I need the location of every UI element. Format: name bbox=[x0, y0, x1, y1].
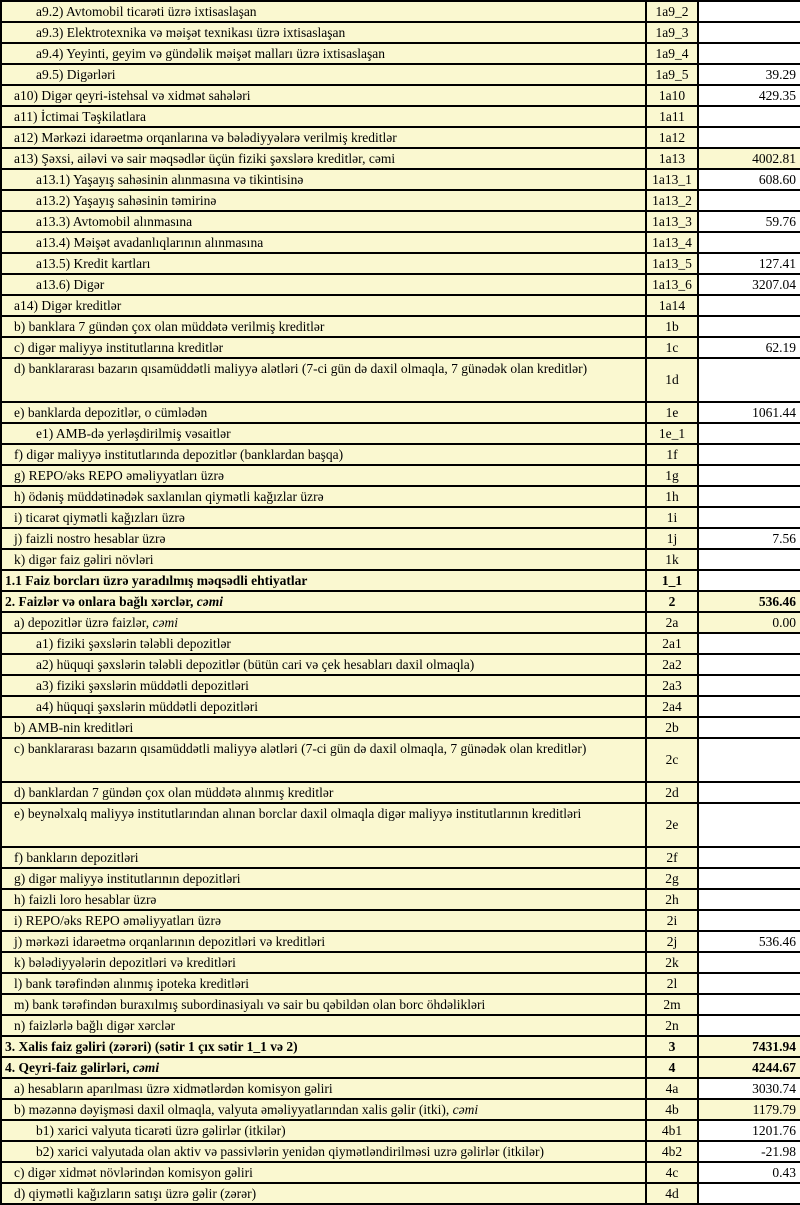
row-label: k) digər faiz gəliri növləri bbox=[14, 551, 154, 567]
table-row bbox=[1, 85, 800, 106]
table-row bbox=[1, 253, 800, 274]
row-label: a13.5) Kredit kartları bbox=[36, 255, 151, 271]
row-code-cell: 1a10 bbox=[646, 85, 698, 106]
table-row bbox=[1, 782, 800, 803]
row-label: l) bank tərəfindən alınmış ipoteka kreditləri bbox=[14, 975, 250, 991]
row-value-cell[interactable] bbox=[698, 696, 800, 717]
row-value-cell[interactable] bbox=[698, 232, 800, 253]
row-label-cell bbox=[1, 803, 646, 847]
row-label: b) AMB-nin kreditləri bbox=[14, 719, 134, 735]
table-row bbox=[1, 654, 800, 675]
row-label-cell bbox=[1, 1162, 646, 1183]
row-label-cell bbox=[1, 1057, 646, 1078]
row-value-cell[interactable] bbox=[698, 316, 800, 337]
row-value-cell[interactable]: 3030.74 bbox=[698, 1078, 800, 1099]
row-label: a9.5) Digərləri bbox=[36, 66, 116, 82]
row-value-cell[interactable] bbox=[698, 803, 800, 847]
row-label: a13.4) Məişət avadanlıqlarının alınmasına bbox=[36, 234, 264, 250]
row-code-cell: 1_1 bbox=[646, 570, 698, 591]
row-value-cell[interactable]: 127.41 bbox=[698, 253, 800, 274]
row-label: d) banklardan 7 gündən çox olan müddətə alınmış kreditlər bbox=[14, 784, 334, 800]
row-value-cell[interactable]: 7.56 bbox=[698, 528, 800, 549]
row-code-cell: 4b2 bbox=[646, 1141, 698, 1162]
row-label: d) banklararası bazarın qısamüddətli maliyyə alətləri (7-ci gün də daxil olmaqla, 7 günədək olan kreditlər) bbox=[14, 361, 588, 376]
row-code-cell: 1i bbox=[646, 507, 698, 528]
row-value-cell[interactable]: 1179.79 bbox=[698, 1099, 800, 1120]
row-value-cell[interactable]: 4002.81 bbox=[698, 148, 800, 169]
table-row bbox=[1, 465, 800, 486]
row-code-cell: 1e_1 bbox=[646, 423, 698, 444]
row-label-cell bbox=[1, 190, 646, 211]
table-row bbox=[1, 612, 800, 633]
row-label-cell bbox=[1, 1, 646, 22]
row-label: g) digər maliyyə institutlarının depozitləri bbox=[14, 870, 241, 886]
row-label-cell bbox=[1, 570, 646, 591]
row-value-cell[interactable] bbox=[698, 1, 800, 22]
row-label: j) faizli nostro hesablar üzrə bbox=[14, 530, 166, 546]
row-value-cell[interactable]: -21.98 bbox=[698, 1141, 800, 1162]
table-row bbox=[1, 994, 800, 1015]
row-code-cell: 3 bbox=[646, 1036, 698, 1057]
row-code-cell: 1a13_1 bbox=[646, 169, 698, 190]
row-code-cell: 2 bbox=[646, 591, 698, 612]
row-value-cell[interactable] bbox=[698, 889, 800, 910]
row-label: i) ticarət qiymətli kağızları üzrə bbox=[14, 509, 185, 525]
row-label-cell bbox=[1, 169, 646, 190]
row-value-cell[interactable] bbox=[698, 633, 800, 654]
row-value-cell[interactable]: 3207.04 bbox=[698, 274, 800, 295]
table-row bbox=[1, 64, 800, 85]
table-row bbox=[1, 738, 800, 782]
table-row bbox=[1, 952, 800, 973]
row-label-cell bbox=[1, 127, 646, 148]
row-label: f) digər maliyyə institutlarında depozitlər (banklardan başqa) bbox=[14, 446, 344, 462]
row-value-cell[interactable]: 39.29 bbox=[698, 64, 800, 85]
row-label: k) bələdiyyələrin depozitləri və kreditləri bbox=[14, 954, 236, 970]
row-label: f) bankların depozitləri bbox=[14, 849, 139, 865]
row-code-cell: 2c bbox=[646, 738, 698, 782]
row-label-cell bbox=[1, 444, 646, 465]
row-label: a10) Digər qeyri-istehsal və xidmət sahələri bbox=[14, 87, 251, 103]
row-value-cell[interactable] bbox=[698, 994, 800, 1015]
table-row bbox=[1, 232, 800, 253]
table-row bbox=[1, 803, 800, 847]
row-label: a13) Şəxsi, ailəvi və sair məqsədlər üçün fiziki şəxslərə kreditlər, cəmi bbox=[14, 150, 396, 166]
row-label: b2) xarici valyutada olan aktiv və passivlərin yenidən qiymətləndirilməsi uzrə gəlirlər (itkilər) bbox=[36, 1143, 544, 1159]
table-row bbox=[1, 1015, 800, 1036]
row-value-cell[interactable] bbox=[698, 423, 800, 444]
row-code-cell: 1b bbox=[646, 316, 698, 337]
table-row bbox=[1, 423, 800, 444]
table-row bbox=[1, 274, 800, 295]
row-code-cell: 1a14 bbox=[646, 295, 698, 316]
row-label: a13.3) Avtomobil alınmasına bbox=[36, 213, 193, 229]
table-row bbox=[1, 633, 800, 654]
row-label-cell bbox=[1, 675, 646, 696]
table-row bbox=[1, 1078, 800, 1099]
row-label: a12) Mərkəzi idarəetmə orqanlarına və bələdiyyələrə verilmiş kreditlər bbox=[14, 129, 397, 145]
table-row bbox=[1, 127, 800, 148]
table-row bbox=[1, 358, 800, 402]
row-label-cell bbox=[1, 358, 646, 402]
row-label: m) bank tərəfindən buraxılmış subordinasiyalı və sair bu qəbildən olan borc öhdəlikləri bbox=[14, 996, 486, 1012]
row-label: g) REPO/əks REPO əməliyyatları üzrə bbox=[14, 467, 224, 483]
table-row bbox=[1, 1036, 800, 1057]
row-code-cell: 4b1 bbox=[646, 1120, 698, 1141]
row-label-cell bbox=[1, 782, 646, 803]
row-code-cell: 1a11 bbox=[646, 106, 698, 127]
table-row bbox=[1, 717, 800, 738]
row-code-cell: 4a bbox=[646, 1078, 698, 1099]
row-label-italic-suffix: cəmi bbox=[152, 614, 178, 630]
table-row bbox=[1, 1, 800, 22]
row-code-cell: 2i bbox=[646, 910, 698, 931]
row-code-cell: 2a2 bbox=[646, 654, 698, 675]
row-label-cell bbox=[1, 85, 646, 106]
table-row bbox=[1, 931, 800, 952]
row-label-cell bbox=[1, 654, 646, 675]
row-label-cell bbox=[1, 528, 646, 549]
row-value-cell[interactable] bbox=[698, 22, 800, 43]
row-code-cell: 1j bbox=[646, 528, 698, 549]
row-label-cell bbox=[1, 1183, 646, 1204]
row-code-cell: 2a3 bbox=[646, 675, 698, 696]
table-row bbox=[1, 889, 800, 910]
row-label-italic-suffix: cəmi bbox=[132, 1059, 160, 1075]
table-row bbox=[1, 43, 800, 64]
row-code-cell: 2a4 bbox=[646, 696, 698, 717]
row-label: 3. Xalis faiz gəliri (zərəri) (sətir 1 çıx sətir 1_1 və 2) bbox=[5, 1038, 298, 1054]
table-row bbox=[1, 675, 800, 696]
row-label-italic-suffix: cəmi bbox=[452, 1101, 479, 1117]
row-value-cell[interactable] bbox=[698, 675, 800, 696]
row-code-cell: 1a13 bbox=[646, 148, 698, 169]
row-label-cell bbox=[1, 64, 646, 85]
row-label: h) faizli loro hesablar üzrə bbox=[14, 891, 157, 907]
row-label-cell bbox=[1, 295, 646, 316]
row-label-cell bbox=[1, 952, 646, 973]
row-label-cell bbox=[1, 148, 646, 169]
row-value-cell[interactable] bbox=[698, 549, 800, 570]
table-row bbox=[1, 402, 800, 423]
row-code-cell: 2h bbox=[646, 889, 698, 910]
row-code-cell: 2m bbox=[646, 994, 698, 1015]
row-label: j) mərkəzi idarəetmə orqanlarının depozitləri və kreditləri bbox=[14, 933, 326, 949]
report-table-body bbox=[1, 1, 800, 1204]
row-label: a4) hüquqi şəxslərin müddətli depozitləri bbox=[36, 698, 258, 714]
row-value-cell[interactable]: 1201.76 bbox=[698, 1120, 800, 1141]
table-row bbox=[1, 973, 800, 994]
row-value-cell[interactable] bbox=[698, 717, 800, 738]
row-value-cell[interactable] bbox=[698, 654, 800, 675]
row-label-cell bbox=[1, 910, 646, 931]
row-code-cell: 1a9_3 bbox=[646, 22, 698, 43]
row-value-cell[interactable] bbox=[698, 570, 800, 591]
table-row bbox=[1, 910, 800, 931]
row-code-cell: 1f bbox=[646, 444, 698, 465]
row-code-cell: 2j bbox=[646, 931, 698, 952]
row-value-cell[interactable] bbox=[698, 106, 800, 127]
row-value-cell[interactable]: 536.46 bbox=[698, 931, 800, 952]
row-code-cell: 1a13_3 bbox=[646, 211, 698, 232]
row-label: a13.2) Yaşayış sahəsinin təmirinə bbox=[36, 192, 217, 208]
row-label-cell bbox=[1, 1015, 646, 1036]
row-label: 1.1 Faiz borcları üzrə yaradılmış məqsədli ehtiyatlar bbox=[5, 572, 308, 588]
row-value-cell[interactable] bbox=[698, 127, 800, 148]
row-label-cell bbox=[1, 507, 646, 528]
row-label: a13.6) Digər bbox=[36, 276, 105, 292]
row-value-cell[interactable]: 536.46 bbox=[698, 591, 800, 612]
row-label: h) ödəniş müddətinədək saxlanılan qiymətli kağızlar üzrə bbox=[14, 488, 324, 504]
row-code-cell: 2g bbox=[646, 868, 698, 889]
row-value-cell[interactable] bbox=[698, 910, 800, 931]
table-row bbox=[1, 211, 800, 232]
row-label: c) digər maliyyə institutlarına kreditlər bbox=[14, 339, 224, 355]
row-value-cell[interactable] bbox=[698, 507, 800, 528]
row-label-cell bbox=[1, 973, 646, 994]
row-code-cell: 4b bbox=[646, 1099, 698, 1120]
row-code-cell: 1a9_5 bbox=[646, 64, 698, 85]
row-code-cell: 2n bbox=[646, 1015, 698, 1036]
row-label-cell bbox=[1, 717, 646, 738]
row-label-cell bbox=[1, 486, 646, 507]
row-label-cell bbox=[1, 847, 646, 868]
row-label-cell bbox=[1, 1099, 646, 1120]
row-label: c) banklararası bazarın qısamüddətli maliyyə alətləri (7-ci gün də daxil olmaqla, 7 günədək olan kreditlər) bbox=[14, 741, 587, 756]
row-label-cell bbox=[1, 465, 646, 486]
row-code-cell: 2f bbox=[646, 847, 698, 868]
row-label-cell bbox=[1, 253, 646, 274]
row-code-cell: 2k bbox=[646, 952, 698, 973]
row-label: e) beynəlxalq maliyyə institutlarından alınan borclar daxil olmaqla digər maliyyə institutlarının kreditləri bbox=[14, 806, 582, 821]
table-row bbox=[1, 549, 800, 570]
row-label-cell bbox=[1, 211, 646, 232]
row-label-cell bbox=[1, 612, 646, 633]
row-value-cell[interactable]: 608.60 bbox=[698, 169, 800, 190]
row-label: a3) fiziki şəxslərin müddətli depozitləri bbox=[36, 677, 249, 693]
row-code-cell: 1a13_4 bbox=[646, 232, 698, 253]
table-row bbox=[1, 486, 800, 507]
row-label: a2) hüquqi şəxslərin tələbli depozitlər (bütün cari və çek hesabları daxil olmaqla) bbox=[36, 656, 475, 672]
row-label: 2. Faizlər və onlara bağlı xərclər, bbox=[5, 593, 197, 609]
row-value-cell[interactable] bbox=[698, 465, 800, 486]
row-label-cell bbox=[1, 1141, 646, 1162]
row-value-cell[interactable]: 4244.67 bbox=[698, 1057, 800, 1078]
row-label: a11) İctimai Təşkilatlara bbox=[14, 108, 146, 124]
row-code-cell: 1c bbox=[646, 337, 698, 358]
row-code-cell: 1d bbox=[646, 358, 698, 402]
row-value-cell[interactable] bbox=[698, 295, 800, 316]
row-label: a1) fiziki şəxslərin tələbli depozitlər bbox=[36, 635, 231, 651]
table-row bbox=[1, 22, 800, 43]
row-label: b1) xarici valyuta ticarəti üzrə gəlirlər (itkilər) bbox=[36, 1122, 286, 1138]
table-row bbox=[1, 337, 800, 358]
table-row bbox=[1, 169, 800, 190]
table-row bbox=[1, 316, 800, 337]
row-code-cell: 1g bbox=[646, 465, 698, 486]
row-label-cell bbox=[1, 274, 646, 295]
table-row bbox=[1, 696, 800, 717]
row-label: d) qiymətli kağızların satışı üzrə gəlir (zərər) bbox=[14, 1185, 257, 1201]
row-code-cell: 2b bbox=[646, 717, 698, 738]
row-label: e) banklarda depozitlər, o cümlədən bbox=[14, 404, 208, 420]
row-label-cell bbox=[1, 316, 646, 337]
row-label-cell bbox=[1, 549, 646, 570]
row-label-cell bbox=[1, 22, 646, 43]
table-row bbox=[1, 295, 800, 316]
row-value-cell[interactable] bbox=[698, 868, 800, 889]
table-row bbox=[1, 847, 800, 868]
row-code-cell: 1k bbox=[646, 549, 698, 570]
row-label-cell bbox=[1, 868, 646, 889]
row-value-cell[interactable] bbox=[698, 190, 800, 211]
row-label-cell bbox=[1, 337, 646, 358]
table-row bbox=[1, 570, 800, 591]
row-code-cell: 2e bbox=[646, 803, 698, 847]
row-value-cell[interactable] bbox=[698, 952, 800, 973]
row-value-cell[interactable] bbox=[698, 486, 800, 507]
row-label-cell bbox=[1, 994, 646, 1015]
row-label: a) hesabların aparılması üzrə xidmətlərdən komisyon gəliri bbox=[14, 1080, 333, 1096]
row-code-cell: 1a13_5 bbox=[646, 253, 698, 274]
row-label: b) məzənnə dəyişməsi daxil olmaqla, valyuta əməliyyatlarından xalis gəlir (itki), bbox=[14, 1101, 453, 1117]
row-value-cell[interactable]: 59.76 bbox=[698, 211, 800, 232]
table-row bbox=[1, 1183, 800, 1204]
row-label: b) banklara 7 gündən çox olan müddətə verilmiş kreditlər bbox=[14, 318, 325, 334]
row-label: a9.3) Elektrotexnika və məişət texnikası üzrə ixtisaslaşan bbox=[36, 24, 346, 40]
row-label-italic-suffix: cəmi bbox=[196, 593, 223, 609]
table-row bbox=[1, 1120, 800, 1141]
row-value-cell[interactable]: 1061.44 bbox=[698, 402, 800, 423]
row-code-cell: 2a bbox=[646, 612, 698, 633]
row-code-cell: 2a1 bbox=[646, 633, 698, 654]
row-code-cell: 1a13_2 bbox=[646, 190, 698, 211]
table-row bbox=[1, 444, 800, 465]
row-label: e1) AMB-də yerləşdirilmiş vəsaitlər bbox=[36, 425, 231, 441]
row-label-cell bbox=[1, 402, 646, 423]
row-label-cell bbox=[1, 423, 646, 444]
row-code-cell: 1h bbox=[646, 486, 698, 507]
table-row bbox=[1, 528, 800, 549]
row-label-cell bbox=[1, 633, 646, 654]
row-code-cell: 2d bbox=[646, 782, 698, 803]
row-label: a) depozitlər üzrə faizlər, bbox=[14, 614, 153, 630]
row-label: i) REPO/əks REPO əməliyyatları üzrə bbox=[14, 912, 221, 928]
row-value-cell[interactable]: 62.19 bbox=[698, 337, 800, 358]
row-value-cell[interactable]: 0.00 bbox=[698, 612, 800, 633]
row-label-cell bbox=[1, 696, 646, 717]
row-label: a14) Digər kreditlər bbox=[14, 297, 122, 313]
row-label: n) faizlərlə bağlı digər xərclər bbox=[14, 1017, 176, 1033]
row-label-cell bbox=[1, 1120, 646, 1141]
row-value-cell[interactable] bbox=[698, 973, 800, 994]
row-value-cell[interactable]: 0.43 bbox=[698, 1162, 800, 1183]
table-row bbox=[1, 1099, 800, 1120]
row-code-cell: 4d bbox=[646, 1183, 698, 1204]
row-code-cell: 4 bbox=[646, 1057, 698, 1078]
table-row bbox=[1, 148, 800, 169]
row-label: 4. Qeyri-faiz gəlirləri, bbox=[5, 1059, 133, 1075]
row-code-cell: 1e bbox=[646, 402, 698, 423]
row-code-cell: 1a13_6 bbox=[646, 274, 698, 295]
row-value-cell[interactable] bbox=[698, 847, 800, 868]
row-label: a9.2) Avtomobil ticarəti üzrə ixtisaslaşan bbox=[36, 3, 257, 19]
row-code-cell: 4c bbox=[646, 1162, 698, 1183]
table-row bbox=[1, 106, 800, 127]
table-row bbox=[1, 507, 800, 528]
row-label-cell bbox=[1, 591, 646, 612]
row-code-cell: 1a12 bbox=[646, 127, 698, 148]
table-row bbox=[1, 1141, 800, 1162]
row-code-cell: 1a9_2 bbox=[646, 1, 698, 22]
row-label: a9.4) Yeyinti, geyim və gündəlik məişət malları üzrə ixtisaslaşan bbox=[36, 45, 386, 61]
row-code-cell: 2l bbox=[646, 973, 698, 994]
row-label-cell bbox=[1, 1036, 646, 1057]
table-row bbox=[1, 591, 800, 612]
row-value-cell[interactable]: 429.35 bbox=[698, 85, 800, 106]
row-value-cell[interactable] bbox=[698, 782, 800, 803]
table-row bbox=[1, 868, 800, 889]
row-label-cell bbox=[1, 1078, 646, 1099]
row-code-cell: 1a9_4 bbox=[646, 43, 698, 64]
row-value-cell[interactable] bbox=[698, 738, 800, 782]
row-label-cell bbox=[1, 889, 646, 910]
table-row bbox=[1, 1162, 800, 1183]
row-value-cell[interactable]: 7431.94 bbox=[698, 1036, 800, 1057]
row-label-cell bbox=[1, 738, 646, 782]
row-value-cell[interactable] bbox=[698, 444, 800, 465]
row-value-cell[interactable] bbox=[698, 43, 800, 64]
table-row bbox=[1, 190, 800, 211]
row-value-cell[interactable] bbox=[698, 1183, 800, 1204]
row-label-cell bbox=[1, 931, 646, 952]
row-label-cell bbox=[1, 106, 646, 127]
row-label-cell bbox=[1, 43, 646, 64]
row-label: c) digər xidmət növlərindən komisyon gəliri bbox=[14, 1164, 253, 1180]
row-value-cell[interactable] bbox=[698, 358, 800, 402]
row-label: a13.1) Yaşayış sahəsinin alınmasına və tikintisinə bbox=[36, 171, 304, 187]
table-row bbox=[1, 1057, 800, 1078]
row-label-cell bbox=[1, 232, 646, 253]
row-value-cell[interactable] bbox=[698, 1015, 800, 1036]
